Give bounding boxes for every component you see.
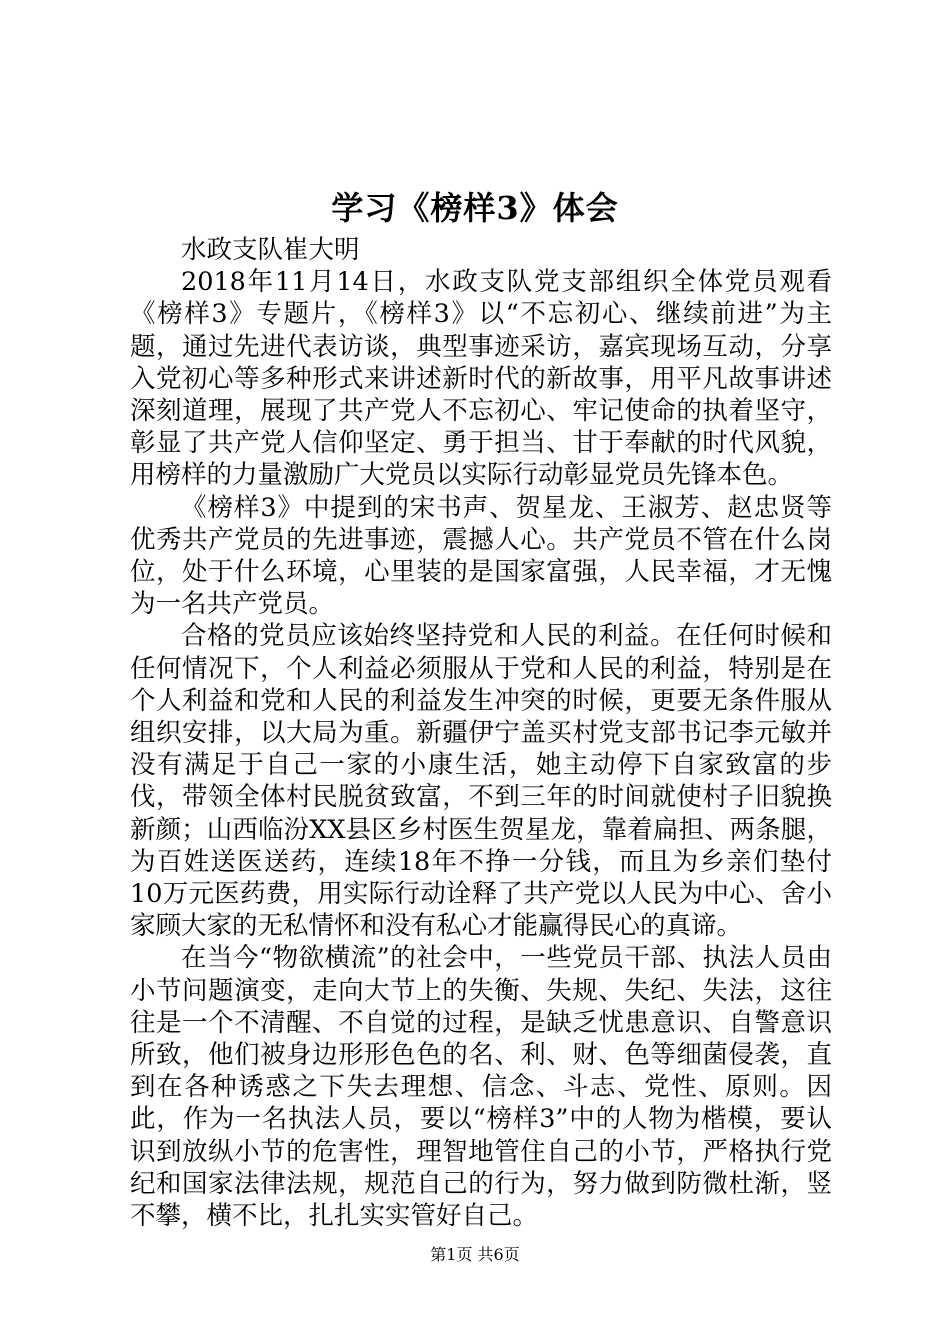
page-footer: 第1页 共6页	[430, 1245, 520, 1264]
document-title: 学习《榜样3》体会	[331, 189, 619, 227]
document-body	[130, 234, 832, 1232]
paragraph-1: 2018年11月14日，水政支队党支部组织全体党员观看《榜样3》专题片，《榜样3》以“不忘初心、继续前进”为主题，通过先进代表访谈，典型事迹采访，嘉宾现场互动，分享入党初心等多种形式来讲述新时代的新故事，用平凡故事讲述深刻道理，展现了共产党人不忘初心、牢记使命的执着坚守，彰显了共产党人信仰坚定、勇于担当、甘于奉献的时代风貌，用榜样的力量激励广大党员以实际行动彰显党员先锋本色。	[130, 267, 832, 491]
paragraph-2: 《榜样3》中提到的宋书声、贺星龙、王淑芳、赵忠贤等优秀共产党员的先进事迹，震撼人心。共产党员不管在什么岗位，处于什么环境，心里装的是国家富强，人民幸福，才无愧为一名共产党员。	[130, 492, 832, 620]
paragraph-4: 在当今“物欲横流”的社会中，一些党员干部、执法人员由小节问题演变，走向大节上的失衡、失规、失纪、失法，这往往是一个不清醒、不自觉的过程，是缺乏忧患意识、自警意识所致，他们被身边形形色色的名、利、财、色等细菌侵袭，直到在各种诱惑之下失去理想、信念、斗志、党性、原则。因此，作为一名执法人员，要以“榜样3”中的人物为楷模，要认识到放纵小节的危害性，理智地管住自己的小节，严格执行党纪和国家法律法规，规范自己的行为，努力做到防微杜渐，竖不攀，横不比，扎扎实实管好自己。	[130, 943, 832, 1232]
author-line: 水政支队崔大明	[181, 235, 360, 265]
paragraph-3: 合格的党员应该始终坚持党和人民的利益。在任何时候和任何情况下，个人利益必须服从于党和人民的利益，特别是在个人利益和党和人民的利益发生冲突的时候，更要无条件服从组织安排，以大局为重。新疆伊宁盖买村党支部书记李元敏并没有满足于自己一家的小康生活，她主动停下自家致富的步伐，带领全体村民脱贫致富，不到三年的时间就使村子旧貌换新颜；山西临汾XX县区乡村医生贺星龙，靠着扁担、两条腿，为百姓送医送药，连续18年不挣一分钱，而且为乡亲们垫付10万元医药费，用实际行动诠释了共产党以人民为中心、舍小家顾大家的无私情怀和没有私心才能赢得民心的真谛。	[130, 621, 832, 942]
